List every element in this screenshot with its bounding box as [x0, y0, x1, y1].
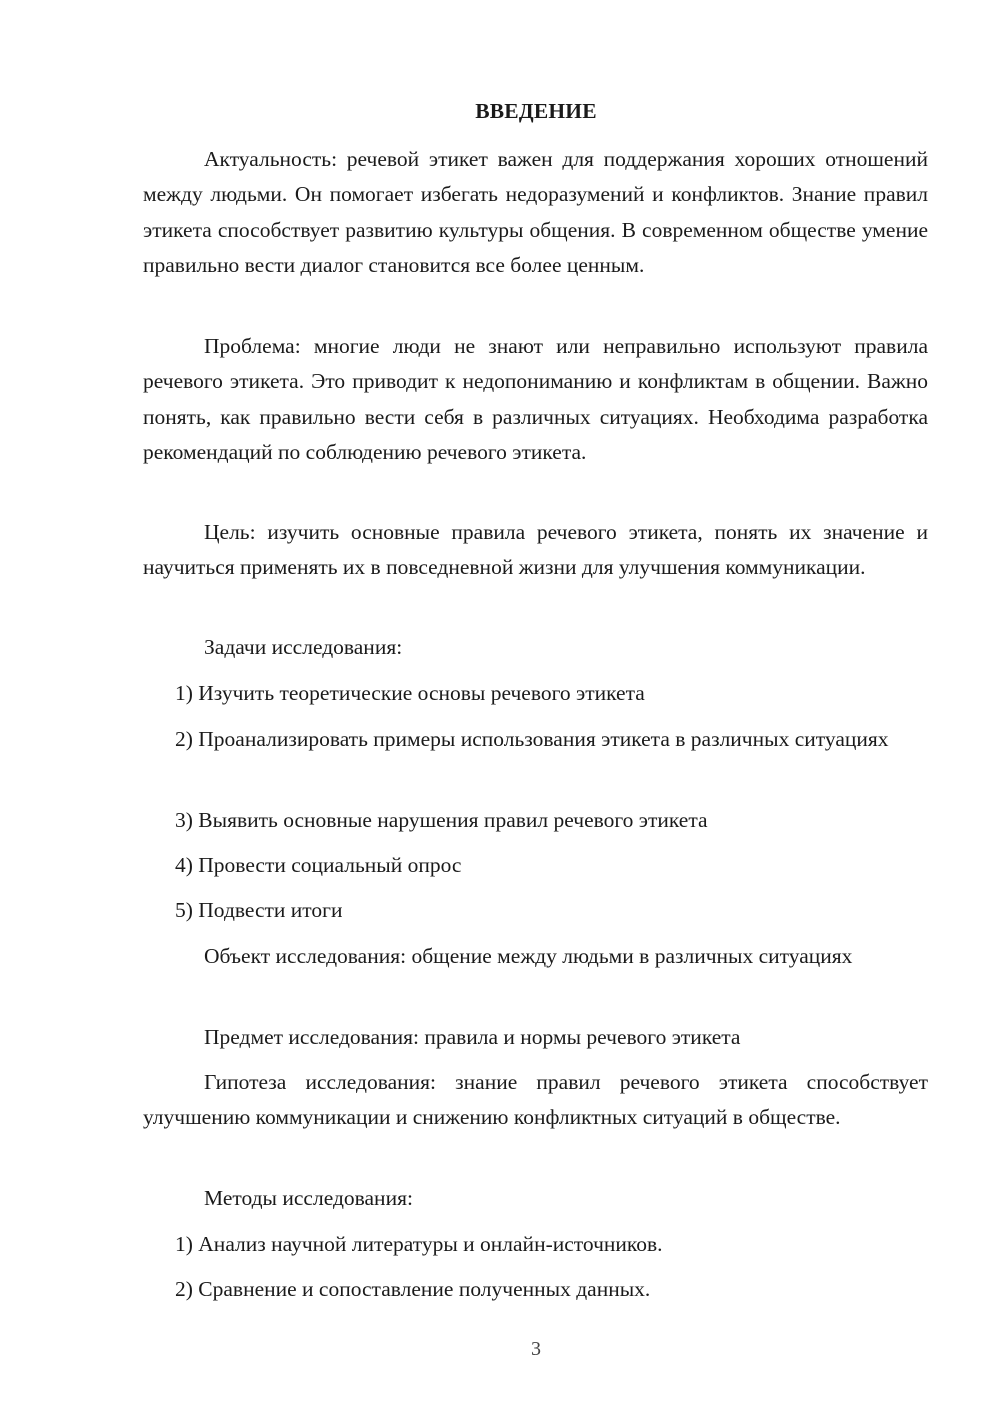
object-paragraph: Объект исследования: общение между людьми в различных ситуациях [204, 944, 853, 968]
tasks-title: Задачи исследования: [204, 635, 403, 659]
method-item-1: 1) Анализ научной литературы и онлайн-источников. [175, 1232, 663, 1256]
task-item-1: 1) Изучить теоретические основы речевого этикета [175, 681, 645, 705]
subject-paragraph: Предмет исследования: правила и нормы речевого этикета [204, 1025, 741, 1049]
method-item-2: 2) Сравнение и сопоставление полученных данных. [175, 1277, 651, 1301]
goal-paragraph: Цель: изучить основные правила речевого этикета, понять их значение и научиться применять их в повседневной жизни для улучшения коммуникации. [143, 520, 928, 580]
task-item-5: 5) Подвести итоги [175, 898, 343, 922]
section-heading: ВВЕДЕНИЕ [475, 99, 597, 123]
problem-paragraph: Проблема: многие люди не знают или неправильно используют правила речевого этикета. Это приводит к недопониманию и конфликтам в общении. Важно понять, как правильно вести себя в различных ситуациях. Необходима разработка рекомендаций по соблюдению речевого этикета. [143, 334, 928, 464]
methods-title: Методы исследования: [204, 1186, 413, 1210]
task-item-2: 2) Проанализировать примеры использования этикета в различных ситуациях [175, 727, 889, 751]
page-number: 3 [531, 1338, 541, 1360]
relevance-paragraph: Актуальность: речевой этикет важен для поддержания хороших отношений между людьми. Он помогает избегать недоразумений и конфликтов. Знание правил этикета способствует развитию культуры общения. В современном обществе умение правильно вести диалог становится все более ценным. [143, 147, 928, 277]
task-item-4: 4) Провести социальный опрос [175, 853, 462, 877]
task-item-3: 3) Выявить основные нарушения правил речевого этикета [175, 808, 708, 832]
hypothesis-paragraph: Гипотеза исследования: знание правил речевого этикета способствует улучшению коммуникации и снижению конфликтных ситуаций в обществе. [143, 1070, 928, 1130]
